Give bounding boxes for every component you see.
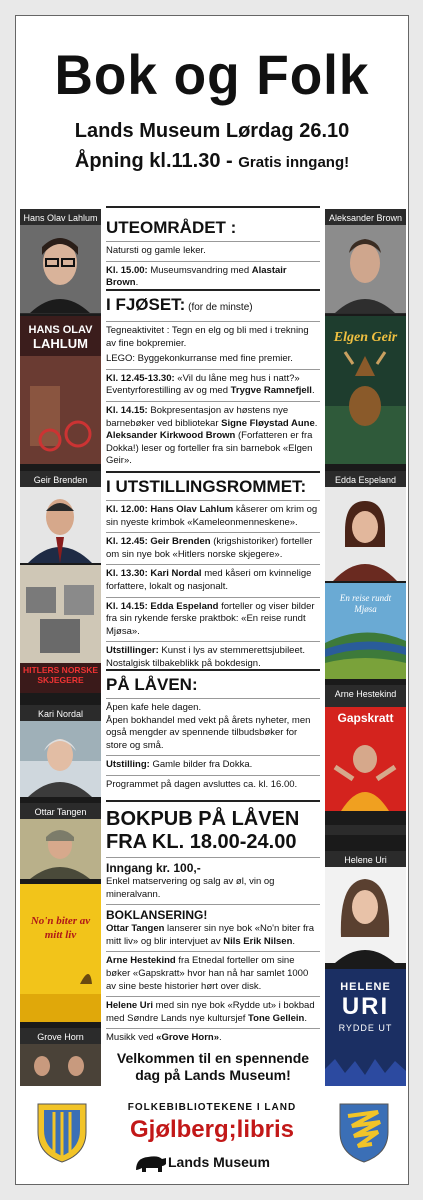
book-title-line: LAHLUM [33, 336, 88, 351]
program-item: Tegneaktivitet : Tegn en elg og bli med i trekning av fine bokpremier. [106, 325, 309, 349]
author-name: Helene Uri [344, 855, 387, 865]
divider [106, 532, 320, 533]
program-person: : Hans Olav Lahlum [144, 504, 234, 515]
program-text: . [314, 417, 318, 429]
program-time: Kl. 12.00 [106, 504, 145, 515]
opening-time: Åpning kl.11.30 - [74, 150, 233, 172]
section-utstillingsrommet [106, 471, 320, 674]
program-item [106, 373, 320, 398]
band-tile [20, 1028, 101, 1086]
author-name: Ottar Tangen [34, 807, 87, 817]
program-text: . [304, 1012, 307, 1024]
program-person: Tone Gellein [248, 1012, 305, 1024]
program-person: Arne Hestekind [106, 955, 176, 967]
divider [106, 698, 320, 699]
divider [106, 597, 320, 598]
footer [16, 1094, 408, 1184]
book-author: HELENE [340, 981, 391, 993]
author-tile [20, 705, 101, 797]
program-person: Ottar Tangen [106, 923, 165, 935]
divider [106, 996, 320, 997]
divider [106, 951, 320, 952]
program-time: Kl. 13.30 [106, 568, 145, 580]
book-title: No'n biter av mitt liv [30, 915, 91, 941]
program-item: Åpen kafe hele dagen. [106, 702, 202, 713]
section-heading: UTEOMRÅDET : [106, 218, 237, 237]
program-text: «Vil du låne meg hus i natt?» Eventyrforestilling av og med [106, 372, 300, 397]
program-person: Helene Uri [106, 1000, 153, 1012]
section-note: (for de minste) [185, 302, 253, 313]
book-cover-rydde-ut [325, 969, 406, 1086]
program-item: Åpen bokhandel med vekt på årets nyheter, men også mengder av spennende tilbudsbøker for store og små. [106, 714, 311, 751]
program-item [106, 645, 320, 670]
poster [15, 15, 409, 1185]
program-person: : Edda Espeland [144, 600, 219, 612]
divider [106, 755, 320, 756]
organizer-name: FOLKEBIBLIOTEKENE I LAND [127, 1102, 297, 1113]
book-title [20, 324, 101, 350]
left-photo-column [20, 209, 101, 1086]
right-photo-column [325, 209, 406, 1086]
divider [106, 564, 320, 565]
bokpub-time: FRA KL. 18.00-24.00 [106, 831, 297, 853]
divider [106, 500, 320, 501]
program-person: Aleksander Kirkwood Brown [106, 430, 236, 442]
divider [106, 241, 320, 242]
divider [106, 775, 320, 776]
program-text: Musikk ved [106, 1032, 157, 1044]
author-tile [20, 209, 101, 314]
book-title: RYDDE UT [338, 1023, 393, 1033]
author-tile [325, 851, 406, 963]
program-text: (Forfatteren er fra Dokka!) leser og forteller fra sin barnebok «Elgen Geir». [106, 430, 313, 467]
program-item: LEGO: Byggekonkurranse med fine premier. [106, 353, 293, 365]
band-name: Grove Horn [37, 1032, 84, 1042]
divider [106, 261, 320, 262]
section-heading-text: I FJØSET: [106, 295, 186, 314]
program-text: med kåseri om kvinnelige forfattere, lokalt og nasjonalt. [106, 568, 312, 592]
entry-price: Inngang kr. 100,- [106, 861, 201, 875]
closing-message [106, 1050, 320, 1084]
program-person: Alastair Brown [106, 264, 287, 289]
program-text: . [292, 935, 296, 947]
program-item [106, 923, 320, 948]
program-label: Utstillinger: [106, 645, 159, 657]
poster-title: Bok og Folk [54, 43, 370, 106]
program-item [106, 568, 320, 593]
bokpub-heading: BOKPUB PÅ LÅVEN [106, 808, 300, 830]
author-photo [325, 867, 406, 963]
author-photo [20, 225, 101, 313]
opening-line [16, 150, 408, 173]
program-item [106, 759, 320, 772]
program-item: Programmet på dagen avsluttes ca. kl. 16.00. [106, 778, 298, 790]
program-text: Kunst i lys av stemmerettsjubileet. Nostalgisk tilbakeblikk på bokdesign. [106, 645, 306, 669]
program-text: Bokpresentasjon av høstens nye barnebøker ved bibliotekar [106, 404, 289, 429]
program-item [106, 1032, 320, 1045]
program-text: Gamle bilder fra Dokka. [149, 759, 253, 771]
program-text: (krigshistoriker) forteller om sin nye bok «Hitlers norske skjegere». [106, 536, 313, 560]
section-heading [106, 295, 320, 318]
divider [106, 1028, 320, 1029]
program-time: Kl. 12.45-13.30: [106, 372, 175, 384]
author-tile [325, 471, 406, 581]
divider [106, 401, 320, 402]
author-tile [325, 209, 406, 314]
bear-icon [134, 1152, 168, 1174]
section-fjoset [106, 289, 320, 471]
program-person: Nils Erik Nilsen [223, 935, 293, 947]
author-tile [325, 685, 406, 835]
divider [106, 369, 320, 370]
closing-line: dag på Lands Museum! [135, 1067, 291, 1083]
author-name: Geir Brenden [33, 475, 88, 485]
entry-info: Enkel matservering og salg av øl, vin og mineralvann. [106, 876, 275, 900]
free-entry: Gratis inngang! [238, 154, 350, 171]
section-heading: PÅ LÅVEN: [106, 675, 198, 694]
program-text: forteller og viser bilder fra sin rykende ferske praktbok: «En reise rundt Mjøsa». [106, 600, 315, 637]
program-person: «Grove Horn» [156, 1032, 219, 1044]
program-text: kåserer om krim og sin nyeste krimbok «Kameleonmenneskene». [106, 504, 318, 528]
bookstore-logo: Gjølberg;libris [129, 1116, 294, 1143]
book-cover-art [20, 884, 101, 1022]
book-author-surname: URI [341, 993, 390, 1020]
author-tile [20, 803, 101, 879]
author-name: Edda Espeland [334, 475, 397, 485]
program-item [106, 405, 320, 430]
book-cover-lahlum [20, 316, 101, 464]
author-photo [20, 487, 101, 563]
program-person: Signe Fløystad Aune [221, 417, 315, 429]
book-title: Elgen Geir [333, 330, 398, 345]
program-item [106, 265, 320, 290]
book-title: En reise rundt Mjøsa [339, 593, 392, 614]
section-laven [106, 669, 320, 795]
author-photo [20, 819, 101, 879]
program-text: . [311, 385, 315, 397]
divider [106, 641, 320, 642]
coat-of-arms-right-icon [338, 1102, 390, 1164]
coat-of-arms-left-icon [36, 1102, 88, 1164]
divider [106, 857, 320, 858]
closing-line: Velkommen til en spennende [116, 1050, 310, 1066]
program-text: med sin nye bok «Rydde ut» i bokbad med Søndre Lands nye kultursjef [106, 1000, 315, 1024]
program-text: . [218, 1032, 222, 1044]
program-item [106, 601, 320, 639]
program-item: Natursti og gamle leker. [106, 245, 206, 256]
book-title: HITLERS NORSKE SKJEGERE [22, 665, 99, 685]
book-cover-elgen-geir [325, 316, 406, 464]
program-time: Kl. 14.15 [106, 600, 145, 612]
program-item [106, 430, 320, 468]
program-person: : Geir Brenden [144, 536, 211, 548]
book-cover-art [325, 1039, 406, 1086]
author-photo [325, 487, 406, 581]
museum-logo-text: Lands Museum [168, 1154, 270, 1170]
section-heading: I UTSTILLINGSROMMET: [106, 477, 307, 496]
venue-date: Lands Museum Lørdag 26.10 [74, 120, 350, 142]
band-photo [20, 1044, 101, 1086]
program-person: Trygve Ramnefjell [230, 385, 312, 397]
program-text: lanserer sin nye bok «No'n biter fra mitt liv» og blir intervjuet av [106, 923, 315, 947]
program-person: : Kari Nordal [144, 568, 202, 580]
program-item [106, 955, 320, 993]
author-name: Hans Olav Lahlum [23, 213, 98, 223]
program-item [106, 536, 320, 561]
program-text: Museumsvandring med [147, 264, 252, 276]
section-bokpub [106, 800, 320, 1048]
divider [106, 321, 320, 322]
book-title-line: HANS OLAV [28, 324, 93, 336]
book-cover-tangen [20, 884, 101, 1022]
author-name: Arne Hestekind [334, 689, 397, 699]
book-cover-mjosa [325, 583, 406, 679]
program-label: Utstilling: [106, 759, 150, 771]
program-time: Kl. 14.15: [106, 404, 148, 416]
author-photo [325, 225, 406, 313]
divider [106, 904, 320, 905]
program-time: Kl. 12.45 [106, 536, 145, 548]
author-name: Kari Nordal [37, 709, 84, 719]
header [16, 16, 408, 206]
program-item [106, 504, 320, 529]
author-photo [20, 721, 101, 797]
book-title: Gapskratt [337, 711, 394, 725]
program-content [106, 206, 320, 1106]
author-tile [20, 471, 101, 563]
launch-heading: BOKLANSERING! [106, 908, 208, 923]
book-cover-hitlers [20, 565, 101, 693]
program-time: Kl. 15.00: [106, 264, 148, 276]
author-name: Aleksander Brown [328, 213, 403, 223]
program-item [106, 1000, 320, 1025]
program-text: . [135, 277, 139, 289]
program-text: fra Etnedal forteller om sine bøker «Gapskratt» hvor han nå har samlet 1000 av sine beste historier hørt over disk. [106, 955, 309, 992]
section-uteomradet [106, 206, 320, 293]
